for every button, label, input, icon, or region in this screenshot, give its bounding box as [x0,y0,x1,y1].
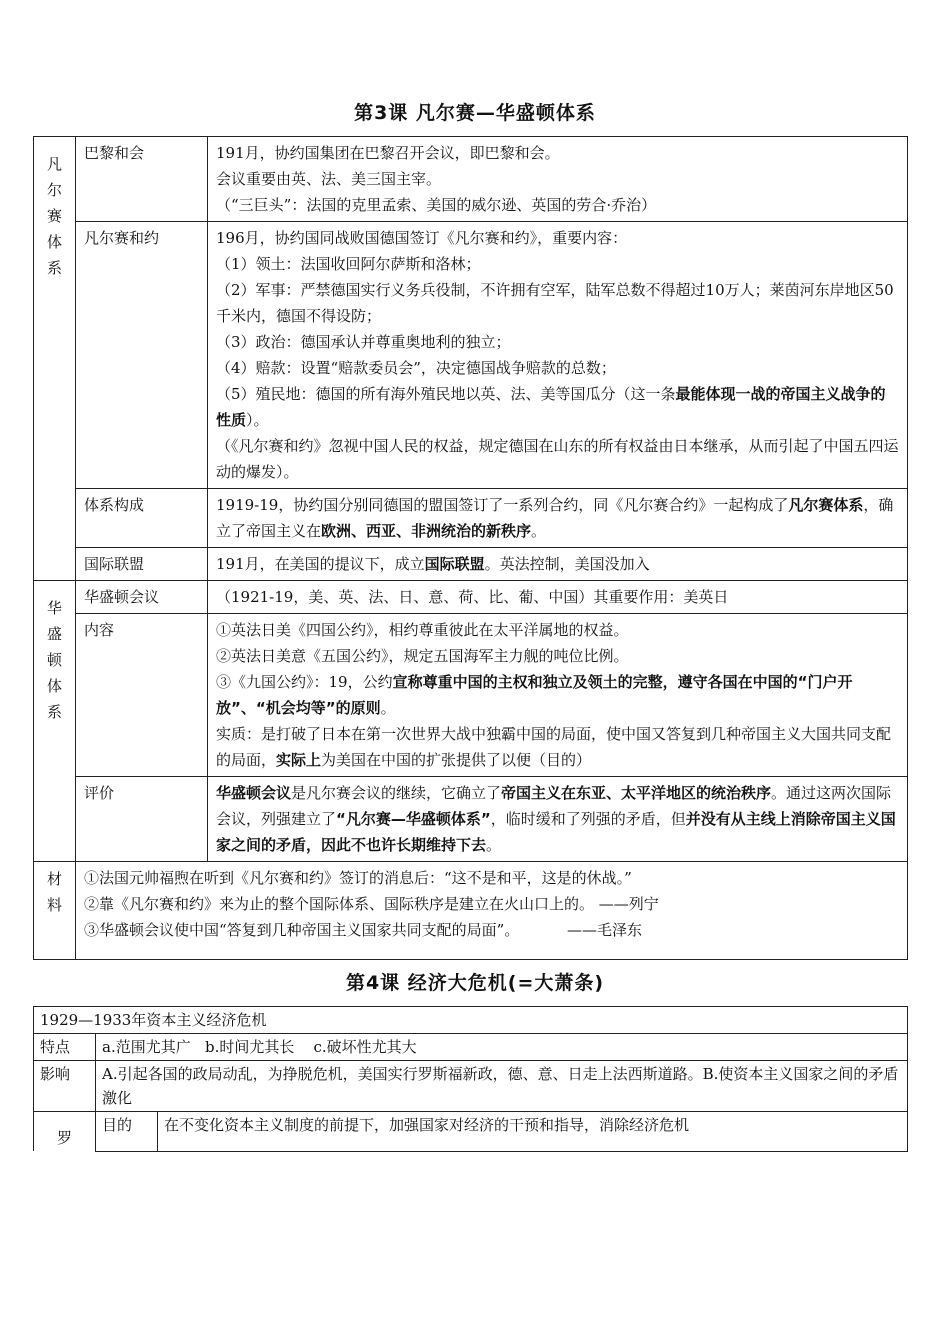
impact-label: 影响 [34,1061,96,1112]
purpose-content: 在不变化资本主义制度的前提下，加强国家对经济的干预和指导，消除经济危机 [158,1112,908,1152]
versailles-treaty-label: 凡尔赛和约 [76,222,208,489]
roosevelt-label: 罗 [34,1112,96,1152]
paris-conference-label: 巴黎和会 [76,137,208,222]
china-note: （《凡尔赛和约》忽视中国人民的权益，规定德国在山东的所有权益由日本继承，从而引起了中国五四运动的爆发）。 [216,437,899,481]
crisis-header: 1929—1933年资本主义经济危机 [34,1007,908,1034]
features-label: 特点 [34,1034,96,1061]
washington-system-label: 华 盛 顿 体 系 [34,581,76,862]
league-of-nations-label: 国际联盟 [76,548,208,581]
washington-content: ①英法日美《四国公约》，相约尊重彼此在太平洋属地的权益。 ②英法日美意《五国公约》，规定五国海军主力舰的吨位比例。 ③《九国公约》：19，公约宣称尊重中国的主权和独立及领土的完整，遵守各国在中国的“门户开放”、“机会均等”的原则。 实质：是打破了日本在第一次世界大战中独霸中国的局面，使中国又答复到几种帝国主义大国共同支配的局面，实际上为美国在中国的扩张提供了以便（目的） [208,614,908,777]
table-row [34,777,908,862]
table-row [34,548,908,581]
evaluation-content: 华盛顿会议是凡尔赛会议的继续，它确立了帝国主义在东亚、太平洋地区的统治秩序。通过这两次国际会议，列强建立了“凡尔赛—华盛顿体系”，临时缓和了列强的矛盾，但并没有从主线上消除帝国主义国家之间的矛盾，因此不也许长期维持下去。 [208,777,908,862]
washington-conference-content: （1921-19，美、英、法、日、意、荷、比、葡、中国）其重要作用：美英日 [208,581,908,614]
table-row [34,1034,908,1061]
table-row [34,489,908,548]
washington-conference-label: 华盛顿会议 [76,581,208,614]
lesson3-table [33,136,908,960]
table-row [34,581,908,614]
table-row [34,137,908,222]
colony-clause: （5）殖民地：德国的所有海外殖民地以英、法、美等国瓜分（这一条最能体现一战的帝国主义战争的性质）。 [216,385,886,429]
lesson4-table [33,1006,908,1152]
evaluation-label: 评价 [76,777,208,862]
table-row [34,1112,908,1152]
table-row [34,1061,908,1112]
washington-content-label: 内容 [76,614,208,777]
table-row [34,862,908,960]
lesson3-title: 第3课 凡尔赛—华盛顿体系 [354,102,596,124]
system-composition-label: 体系构成 [76,489,208,548]
features-content: a.范围尤其广 b.时间尤其长 c.破坏性尤其大 [96,1034,908,1061]
table-row [34,614,908,777]
versailles-system-label: 凡 尔 赛 体 系 [34,137,76,581]
materials-content: ①法国元帅福煦在听到《凡尔赛和约》签订的消息后：“这不是和平，这是的休战。” ②靠《凡尔赛和约》来为止的整个国际体系、国际秩序是建立在火山口上的。 ——列宁 ③华盛顿会议使中国“答复到几种帝国主义国家共同支配的局面”。 ——毛泽东 [76,862,908,960]
impact-content: A.引起各国的政局动乱，为挣脱危机，美国实行罗斯福新政，德、意、日走上法西斯道路。B.使资本主义国家之间的矛盾激化 [96,1061,908,1112]
league-of-nations-content: 191月，在美国的提议下，成立国际联盟。英法控制，美国没加入 [208,548,908,581]
purpose-label: 目的 [96,1112,158,1152]
table-row [34,1007,908,1034]
system-composition-content: 1919-19，协约国分别同德国的盟国签订了一系列合约，同《凡尔赛合约》一起构成了凡尔赛体系，确立了帝国主义在欧洲、西亚、非洲统治的新秩序。 [208,489,908,548]
materials-label: 材 料 [34,862,76,960]
versailles-treaty-content: 196月，协约国同战败国德国签订《凡尔赛和约》，重要内容： （1）领土：法国收回阿尔萨斯和洛林； （2）军事：严禁德国实行义务兵役制，不许拥有空军，陆军总数不得超过10万人；莱茵河东岸地区50千米内，德国不得设防； （3）政治：德国承认并尊重奥地利的独立； （4）赔款：设置“赔款委员会”，决定德国战争赔款的总数； （5）殖民地：德国的所有海外殖民地以英、法、美等国瓜分（这一条最能体现一战的帝国主义战争的性质）。 （《凡尔赛和约》忽视中国人民的权益，规定德国在山东的所有权益由日本继承，从而引起了中国五四运动的爆发）。 [208,222,908,489]
lesson4-title: 第4课 经济大危机(=大萧条) [345,972,605,994]
table-row [34,222,908,489]
paris-conference-content: 191月，协约国集团在巴黎召开会议，即巴黎和会。 会议重要由英、法、美三国主宰。 （“三巨头”：法国的克里孟索、美国的威尔逊、英国的劳合·乔治） [208,137,908,222]
